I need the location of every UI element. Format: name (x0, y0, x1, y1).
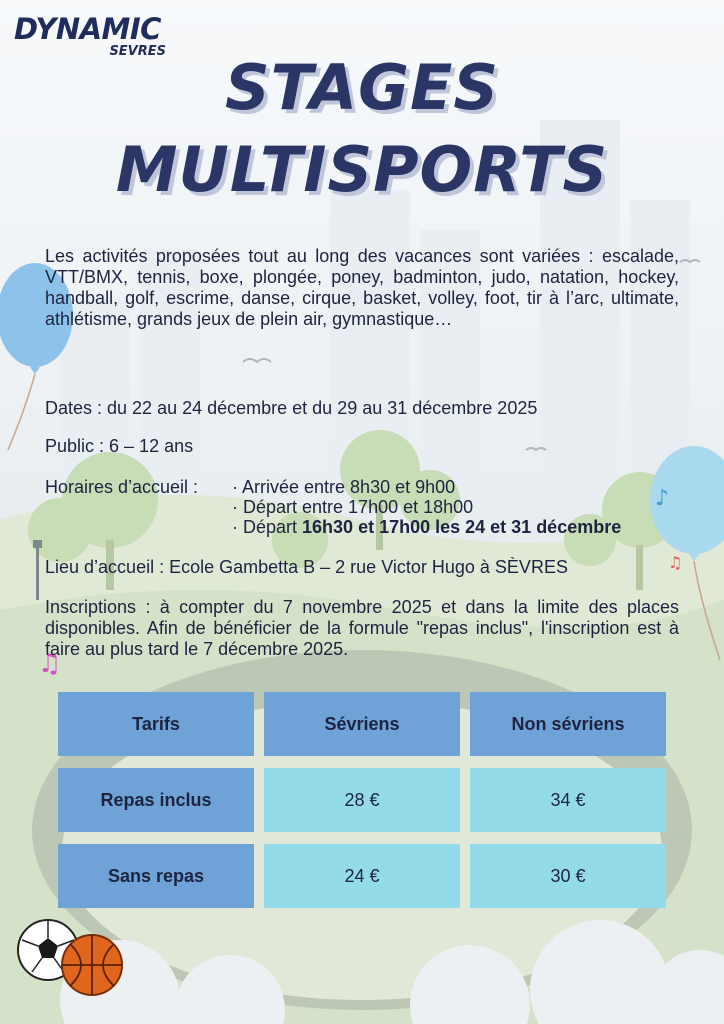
title-line-2: MULTISPORTS (115, 133, 609, 206)
brand-city: SEVRES (109, 44, 166, 59)
lieu-text: Lieu d’accueil : Ecole Gambetta B – 2 rue Victor Hugo à SÈVRES (45, 557, 568, 577)
horaire-depart: · Départ entre 17h00 et 18h00 (232, 497, 474, 517)
svg-text:♪: ♪ (655, 486, 670, 511)
horaire-depart-prefix: · Départ (232, 517, 303, 537)
dates-text: Dates : du 22 au 24 décembre et du 29 au 31 décembre 2025 (45, 398, 538, 418)
inscriptions-text: Inscriptions : à compter du 7 novembre 2025 et dans la limite des places disponibles. Afin de bénéficier de la formule "repas inclus", l'inscription est à faire au plus tard le 7 décembre 2025. (45, 597, 679, 659)
activities-paragraph: Les activités proposées tout au long des vacances sont variées : escalade, VTT/BMX, tennis, boxe, plongée, poney, badminton, judo, natation, hockey, handball, golf, escrime, danse, cirque, basket, volley, foot, tir à l’arc, ultimate, athlétisme, grands jeux de plein air, gymnastique… (45, 246, 679, 329)
public-text: Public : 6 – 12 ans (45, 436, 194, 456)
horaire-arrivee: · Arrivée entre 8h30 et 9h00 (232, 477, 456, 497)
horaire-depart-bold: 16h30 et 17h00 les 24 et 31 décembre (302, 517, 622, 537)
price-repas-inclus-sevriens: 28 € (264, 768, 460, 832)
row-label-repas-inclus: Repas inclus (58, 768, 254, 832)
svg-text:♫: ♫ (38, 649, 62, 679)
horaire-depart-special (232, 517, 621, 537)
horaires-list (232, 477, 621, 537)
price-sans-repas-non-sevriens: 30 € (470, 844, 666, 908)
header-tarifs: Tarifs (58, 692, 254, 756)
basketball-icon (62, 935, 122, 995)
brand-name: DYNAMIC (14, 12, 161, 46)
title-line-1: STAGES (224, 51, 499, 124)
row-label-sans-repas: Sans repas (58, 844, 254, 908)
price-sans-repas-sevriens: 24 € (264, 844, 460, 908)
header-non-sevriens: Non sévriens (470, 692, 666, 756)
header-sevriens: Sévriens (264, 692, 460, 756)
svg-text:♫: ♫ (668, 553, 683, 572)
price-repas-inclus-non-sevriens: 34 € (470, 768, 666, 832)
horaires-label: Horaires d’accueil : (45, 477, 199, 497)
